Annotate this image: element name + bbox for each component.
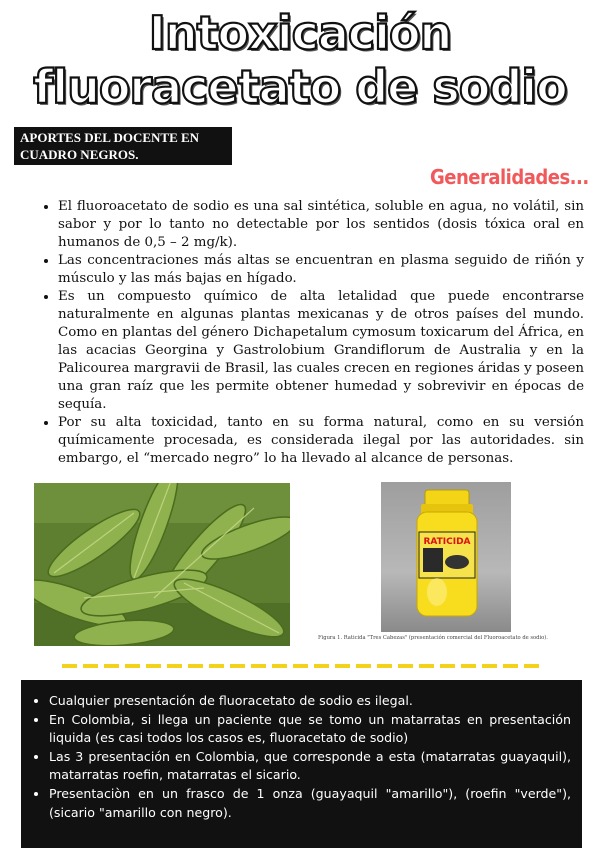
- plant-photo: [34, 483, 290, 646]
- generalities-list: [38, 198, 584, 468]
- list-item: • Las concentraciones más altas se encuentran en plasma seguido de riñón y músculo y las más bajas en hígado.: [58, 252, 584, 288]
- title-line-2: fluoracetato de sodio: [33, 60, 567, 114]
- list-item: • El fluoroacetato de sodio es una sal sintética, soluble en agua, no volátil, sin sabor y por lo tanto no detectable por los sentidos (dosis tóxica oral en humanos de 0,5 – 2 mg/k).: [58, 198, 584, 252]
- list-item: • En Colombia, si llega un paciente que se tomo un matarratas en presentación liquida (es casi todos los casos es, fluoracetato de sodio): [49, 711, 571, 748]
- list-item: • Por su alta toxicidad, tanto en su forma natural, como en su versión químicamente procesada, es considerada ilegal por las autoridades. sin embargo, el “mercado negro” lo ha llevado al alcance de personas.: [58, 414, 584, 468]
- plant-leaves-icon: [34, 483, 290, 646]
- title-line-1: Intoxicación: [148, 6, 452, 60]
- section-heading: Generalidades...: [430, 165, 589, 189]
- docente-notes-list: [23, 692, 571, 822]
- dashed-divider: [62, 664, 542, 668]
- list-item: • Es un compuesto químico de alta letalidad que puede encontrarse naturalmente en algunas plantas mexicanas y de otros países del mundo. Como en plantas del género Dichapetalum cymosum toxicarum del África, en las acacias Georgina y Gastrolobium Grandiflorum de Australia y en la Palicourea margravii de Brasil, las cuales crecen en regiones áridas y poseen una gran raíz que les permite obtener humedad y sobrevivir en épocas de sequía.: [58, 288, 584, 414]
- bottle-icon: [381, 482, 511, 632]
- list-item: • Presentaciòn en un frasco de 1 onza (guayaquil "amarillo"), (roefin "verde"), (sicario "amarillo con negro).: [49, 785, 571, 822]
- list-item: • Las 3 presentación en Colombia, que corresponde a esta (matarratas guayaquil), matarratas roefin, matarratas el sicario.: [49, 748, 571, 785]
- figure-caption: Figura 1. Raticida "Tres Cabezas" (presentación comercial del Fluoroacetato de sodio).: [318, 635, 548, 641]
- list-item: • Cualquier presentación de fluoracetato de sodio es ilegal.: [49, 692, 571, 711]
- bottle-photo: [381, 482, 511, 632]
- docente-box: [21, 680, 582, 848]
- docente-label: APORTES DEL DOCENTE EN CUADRO NEGROS.: [14, 127, 232, 165]
- svg-text:RATICIDA: RATICIDA: [423, 537, 471, 547]
- page-title: [0, 4, 600, 114]
